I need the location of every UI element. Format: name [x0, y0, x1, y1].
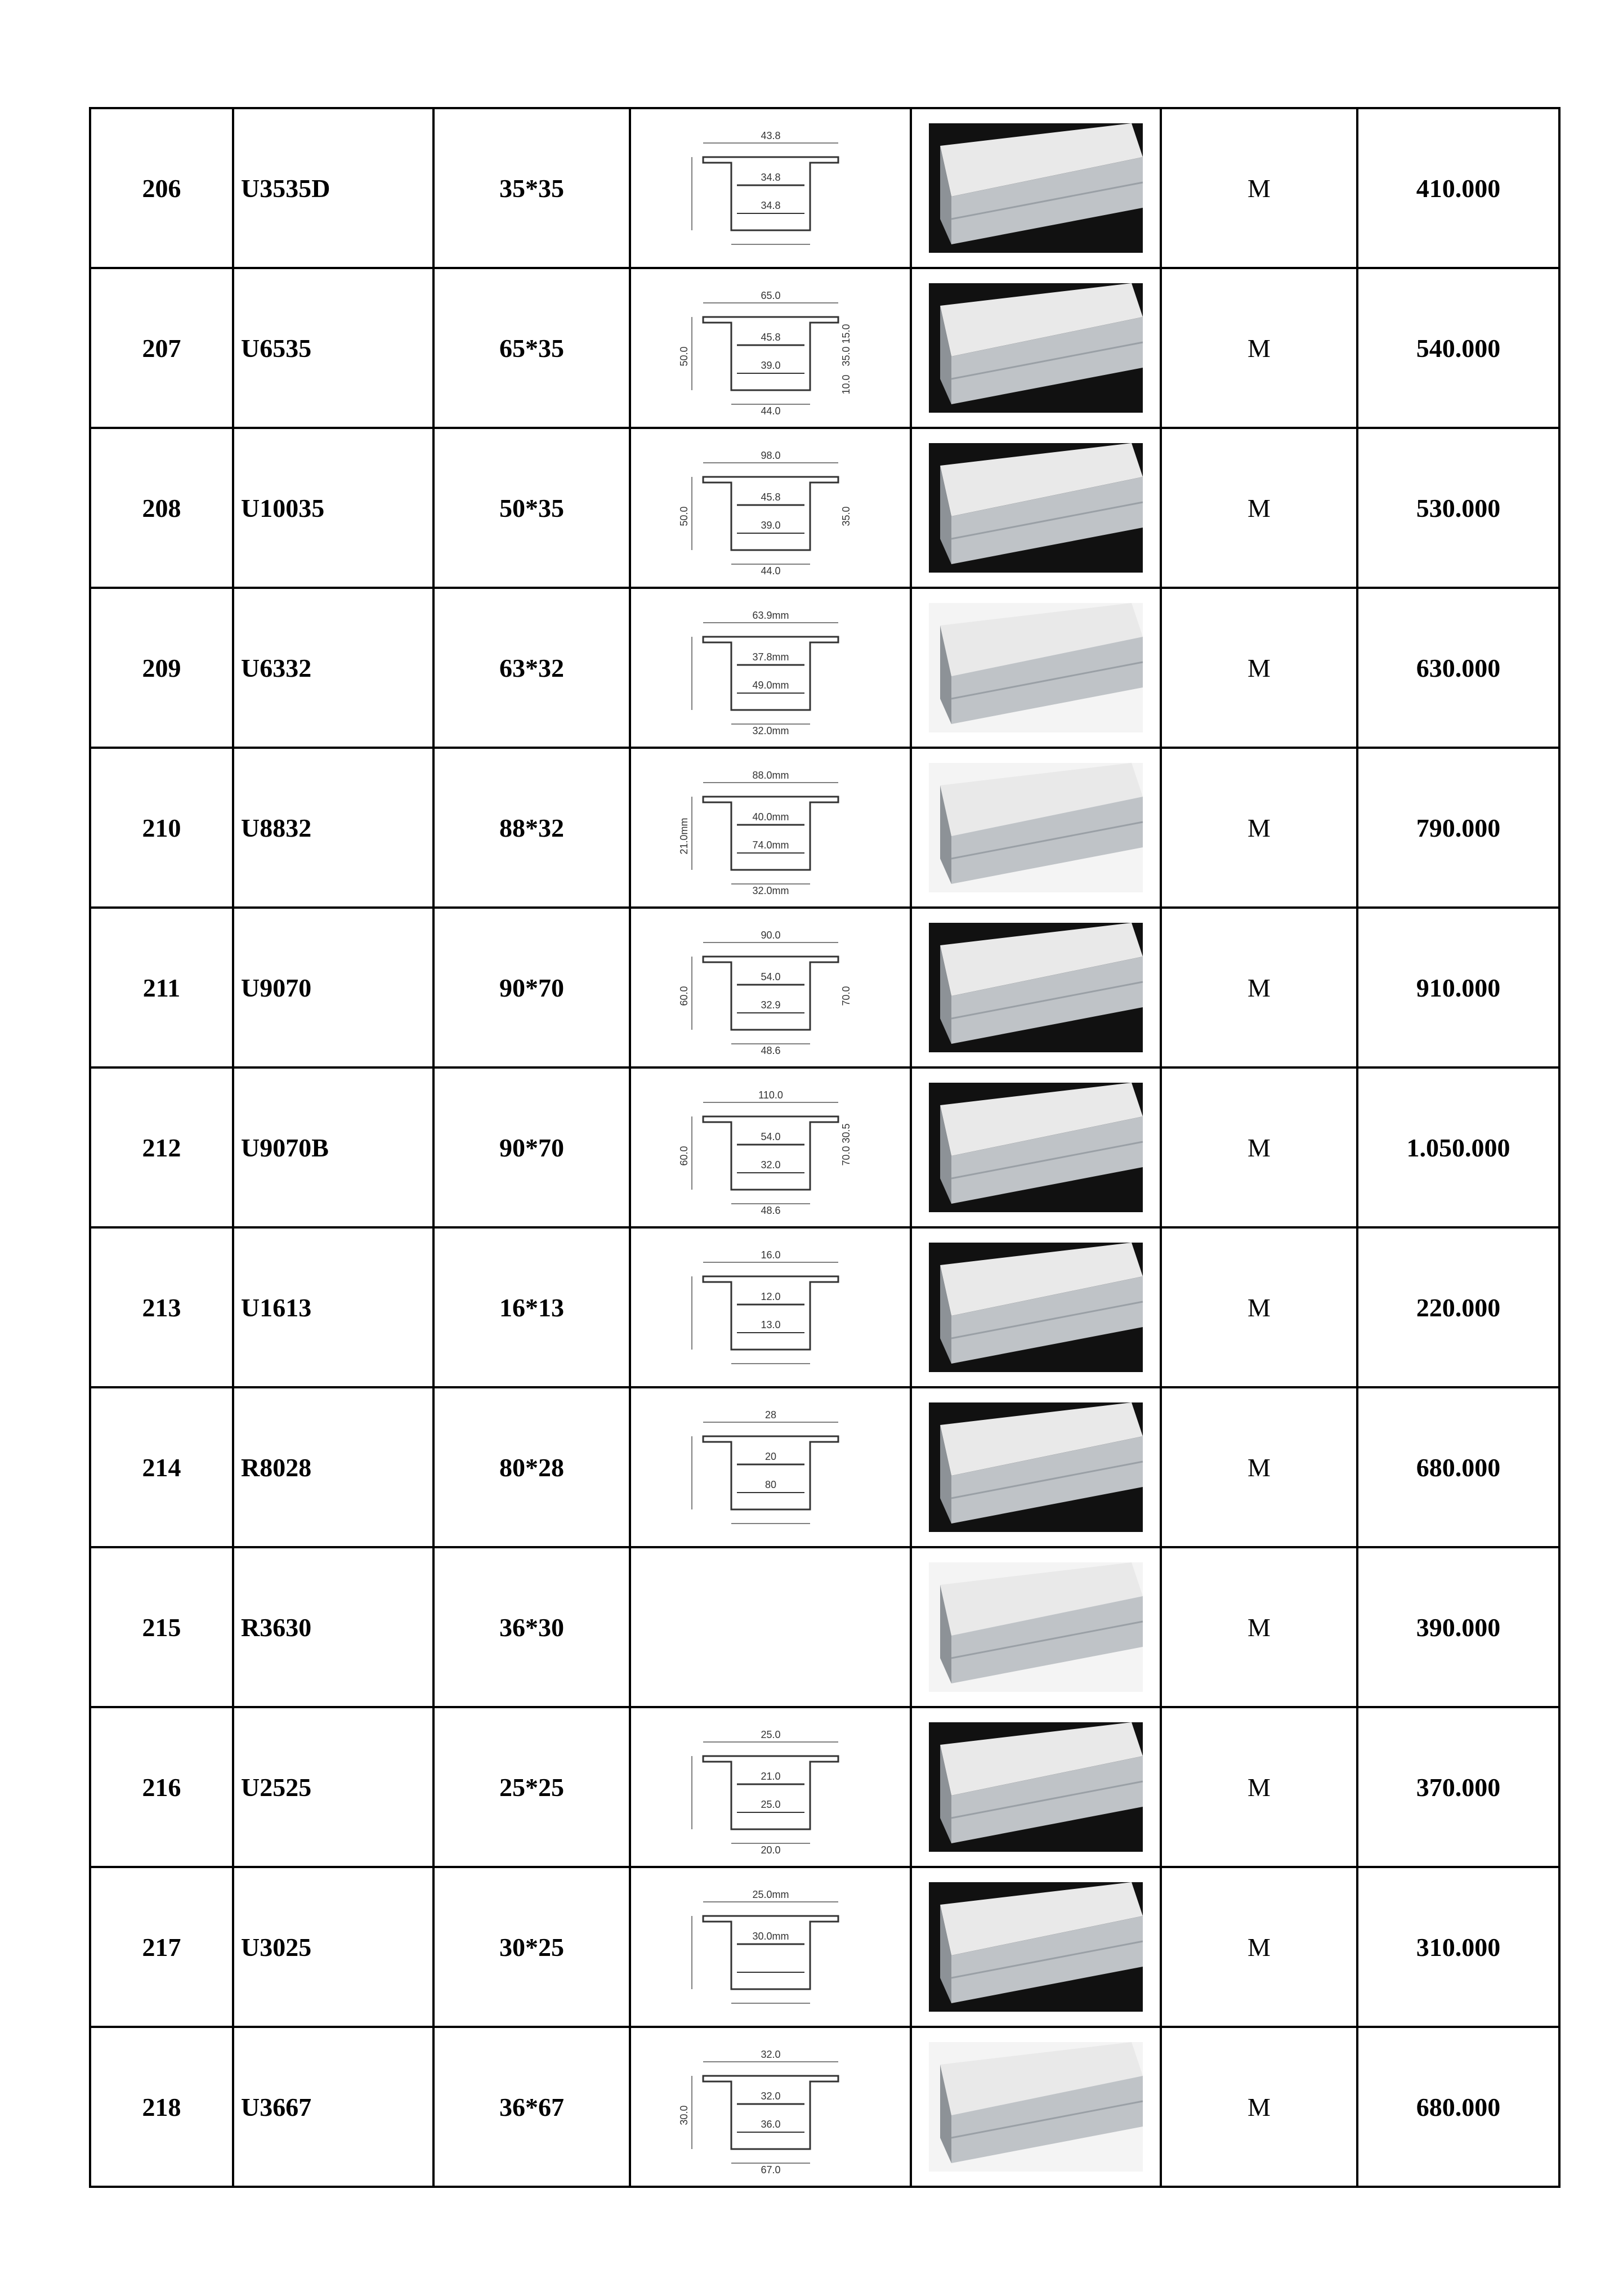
item-number: 216 — [90, 1707, 233, 1867]
product-photo — [929, 1882, 1143, 2012]
profile-drawing — [678, 917, 861, 1058]
product-size: 90*70 — [433, 908, 630, 1067]
svg-text:45.8: 45.8 — [760, 332, 781, 343]
profile-drawing-cell — [630, 1067, 911, 1227]
table-row — [90, 1547, 1559, 1707]
price: 630.000 — [1357, 588, 1559, 748]
product-size: 65*35 — [433, 268, 630, 428]
svg-text:32.0mm: 32.0mm — [752, 885, 789, 896]
svg-text:48.6: 48.6 — [760, 1205, 781, 1216]
unit: M — [1161, 1547, 1357, 1707]
product-photo — [929, 2042, 1143, 2172]
svg-text:54.0: 54.0 — [760, 971, 781, 982]
svg-text:49.0mm: 49.0mm — [752, 680, 789, 691]
product-code: U3667 — [233, 2027, 433, 2187]
svg-text:48.6: 48.6 — [760, 1045, 781, 1056]
profile-drawing — [678, 2036, 861, 2177]
svg-text:35.0: 35.0 — [840, 346, 852, 367]
product-photo-cell — [911, 588, 1161, 748]
product-code: U3535D — [233, 108, 433, 268]
svg-text:50.0: 50.0 — [678, 346, 690, 367]
profile-drawing-cell — [630, 1707, 911, 1867]
item-number: 212 — [90, 1067, 233, 1227]
unit: M — [1161, 748, 1357, 908]
svg-text:65.0: 65.0 — [760, 290, 781, 301]
svg-text:32.0: 32.0 — [760, 2049, 781, 2060]
unit: M — [1161, 1067, 1357, 1227]
svg-text:32.0: 32.0 — [760, 2090, 781, 2102]
profile-drawing — [678, 278, 861, 418]
unit: M — [1161, 908, 1357, 1067]
product-code: U9070B — [233, 1067, 433, 1227]
table-row — [90, 1867, 1559, 2027]
table-row — [90, 268, 1559, 428]
item-number: 210 — [90, 748, 233, 908]
profile-drawing-cell — [630, 1867, 911, 2027]
item-number: 213 — [90, 1227, 233, 1387]
svg-text:25.0: 25.0 — [760, 1729, 781, 1740]
svg-text:15.0: 15.0 — [840, 324, 852, 344]
profile-drawing-cell — [630, 2027, 911, 2187]
product-photo — [929, 283, 1143, 413]
product-size: 88*32 — [433, 748, 630, 908]
svg-text:43.8: 43.8 — [760, 130, 781, 141]
product-photo-cell — [911, 1547, 1161, 1707]
product-size: 80*28 — [433, 1387, 630, 1547]
product-photo-cell — [911, 108, 1161, 268]
table-row — [90, 108, 1559, 268]
product-size: 25*25 — [433, 1707, 630, 1867]
svg-text:45.8: 45.8 — [760, 492, 781, 503]
svg-text:80: 80 — [764, 1479, 776, 1490]
price: 1.050.000 — [1357, 1067, 1559, 1227]
svg-text:20: 20 — [764, 1451, 776, 1462]
product-code: U8832 — [233, 748, 433, 908]
svg-text:54.0: 54.0 — [760, 1131, 781, 1142]
product-size: 30*25 — [433, 1867, 630, 2027]
product-code: U2525 — [233, 1707, 433, 1867]
product-photo — [929, 443, 1143, 573]
price: 370.000 — [1357, 1707, 1559, 1867]
table-row — [90, 1387, 1559, 1547]
product-code: U3025 — [233, 1867, 433, 2027]
item-number: 208 — [90, 428, 233, 588]
product-photo — [929, 1083, 1143, 1212]
svg-text:110.0: 110.0 — [758, 1089, 783, 1101]
unit: M — [1161, 1867, 1357, 2027]
product-size: 90*70 — [433, 1067, 630, 1227]
item-number: 207 — [90, 268, 233, 428]
profile-drawing-cell — [630, 428, 911, 588]
product-code: U6332 — [233, 588, 433, 748]
product-photo — [929, 1402, 1143, 1532]
unit: M — [1161, 1707, 1357, 1867]
product-size: 36*30 — [433, 1547, 630, 1707]
product-code: U10035 — [233, 428, 433, 588]
profile-drawing-cell — [630, 588, 911, 748]
table-row — [90, 1707, 1559, 1867]
price: 530.000 — [1357, 428, 1559, 588]
svg-text:39.0: 39.0 — [760, 360, 781, 371]
product-photo — [929, 123, 1143, 253]
svg-text:30.0mm: 30.0mm — [752, 1931, 789, 1942]
product-photo-cell — [911, 1387, 1161, 1547]
profile-drawing — [678, 437, 861, 578]
svg-text:28: 28 — [764, 1409, 776, 1421]
svg-text:32.0mm: 32.0mm — [752, 725, 789, 736]
price: 390.000 — [1357, 1547, 1559, 1707]
table-row — [90, 428, 1559, 588]
profile-drawing-cell — [630, 1547, 911, 1707]
svg-text:32.9: 32.9 — [760, 999, 781, 1011]
product-photo — [929, 923, 1143, 1052]
svg-text:21.0: 21.0 — [760, 1771, 781, 1782]
profile-drawing — [681, 597, 861, 738]
profile-drawing — [678, 757, 861, 898]
product-size: 35*35 — [433, 108, 630, 268]
product-code: U6535 — [233, 268, 433, 428]
svg-text:88.0mm: 88.0mm — [752, 770, 789, 781]
svg-text:36.0: 36.0 — [760, 2119, 781, 2130]
svg-text:20.0: 20.0 — [760, 1844, 781, 1856]
unit: M — [1161, 588, 1357, 748]
price: 910.000 — [1357, 908, 1559, 1067]
svg-text:30.5: 30.5 — [840, 1123, 852, 1143]
unit: M — [1161, 428, 1357, 588]
table-row — [90, 1227, 1559, 1387]
unit: M — [1161, 1387, 1357, 1547]
svg-text:13.0: 13.0 — [760, 1319, 781, 1330]
svg-text:21.0mm: 21.0mm — [678, 818, 690, 855]
product-size: 36*67 — [433, 2027, 630, 2187]
price: 540.000 — [1357, 268, 1559, 428]
product-code: U1613 — [233, 1227, 433, 1387]
product-photo — [929, 1243, 1143, 1372]
svg-text:10.0: 10.0 — [840, 374, 852, 395]
profile-drawing — [681, 1877, 861, 2017]
profile-drawing — [681, 1717, 861, 1857]
product-photo-cell — [911, 908, 1161, 1067]
unit: M — [1161, 2027, 1357, 2187]
price-table — [89, 107, 1561, 2188]
svg-text:60.0: 60.0 — [678, 1146, 690, 1166]
svg-text:16.0: 16.0 — [760, 1249, 781, 1261]
product-code: U9070 — [233, 908, 433, 1067]
svg-text:39.0: 39.0 — [760, 520, 781, 531]
svg-text:90.0: 90.0 — [760, 930, 781, 941]
profile-drawing — [681, 118, 861, 258]
svg-text:98.0: 98.0 — [760, 450, 781, 461]
svg-text:70.0: 70.0 — [840, 986, 852, 1006]
product-photo — [929, 1722, 1143, 1852]
svg-text:25.0: 25.0 — [760, 1799, 781, 1810]
profile-drawing-cell — [630, 108, 911, 268]
product-code: R8028 — [233, 1387, 433, 1547]
table-row — [90, 1067, 1559, 1227]
product-photo-cell — [911, 1067, 1161, 1227]
price: 680.000 — [1357, 2027, 1559, 2187]
svg-text:44.0: 44.0 — [760, 565, 781, 577]
product-photo-cell — [911, 1707, 1161, 1867]
product-photo — [929, 603, 1143, 732]
product-size: 16*13 — [433, 1227, 630, 1387]
product-photo-cell — [911, 748, 1161, 908]
unit: M — [1161, 268, 1357, 428]
svg-text:34.8: 34.8 — [760, 200, 781, 211]
svg-text:74.0mm: 74.0mm — [752, 839, 789, 851]
price: 220.000 — [1357, 1227, 1559, 1387]
unit: M — [1161, 108, 1357, 268]
product-photo-cell — [911, 1867, 1161, 2027]
svg-text:50.0: 50.0 — [678, 506, 690, 526]
profile-drawing-cell — [630, 748, 911, 908]
item-number: 218 — [90, 2027, 233, 2187]
profile-drawing — [681, 1397, 861, 1538]
svg-text:37.8mm: 37.8mm — [752, 651, 789, 663]
svg-text:25.0mm: 25.0mm — [752, 1889, 789, 1900]
product-photo — [929, 763, 1143, 892]
svg-text:32.0: 32.0 — [760, 1159, 781, 1171]
item-number: 217 — [90, 1867, 233, 2027]
product-size: 50*35 — [433, 428, 630, 588]
profile-drawing-cell — [630, 268, 911, 428]
item-number: 206 — [90, 108, 233, 268]
item-number: 209 — [90, 588, 233, 748]
profile-drawing — [678, 1077, 861, 1218]
svg-text:63.9mm: 63.9mm — [752, 610, 789, 621]
profile-drawing-cell — [630, 1387, 911, 1547]
table-row — [90, 748, 1559, 908]
svg-text:34.8: 34.8 — [760, 172, 781, 183]
product-photo-cell — [911, 1227, 1161, 1387]
price: 680.000 — [1357, 1387, 1559, 1547]
svg-text:67.0: 67.0 — [760, 2164, 781, 2176]
product-photo-cell — [911, 428, 1161, 588]
product-code: R3630 — [233, 1547, 433, 1707]
item-number: 215 — [90, 1547, 233, 1707]
product-size: 63*32 — [433, 588, 630, 748]
price: 790.000 — [1357, 748, 1559, 908]
item-number: 211 — [90, 908, 233, 1067]
svg-text:40.0mm: 40.0mm — [752, 811, 789, 823]
item-number: 214 — [90, 1387, 233, 1547]
product-photo — [929, 1562, 1143, 1692]
product-photo-cell — [911, 2027, 1161, 2187]
svg-text:60.0: 60.0 — [678, 986, 690, 1006]
svg-text:44.0: 44.0 — [760, 405, 781, 417]
svg-text:30.0: 30.0 — [678, 2105, 690, 2125]
svg-text:35.0: 35.0 — [840, 506, 852, 526]
svg-text:70.0: 70.0 — [840, 1146, 852, 1166]
unit: M — [1161, 1227, 1357, 1387]
table-row — [90, 908, 1559, 1067]
price: 410.000 — [1357, 108, 1559, 268]
table-row — [90, 2027, 1559, 2187]
profile-drawing — [681, 1237, 861, 1378]
price: 310.000 — [1357, 1867, 1559, 2027]
table-row — [90, 588, 1559, 748]
profile-drawing — [681, 1557, 861, 1698]
product-photo-cell — [911, 268, 1161, 428]
profile-drawing-cell — [630, 908, 911, 1067]
svg-text:12.0: 12.0 — [760, 1291, 781, 1302]
profile-drawing-cell — [630, 1227, 911, 1387]
